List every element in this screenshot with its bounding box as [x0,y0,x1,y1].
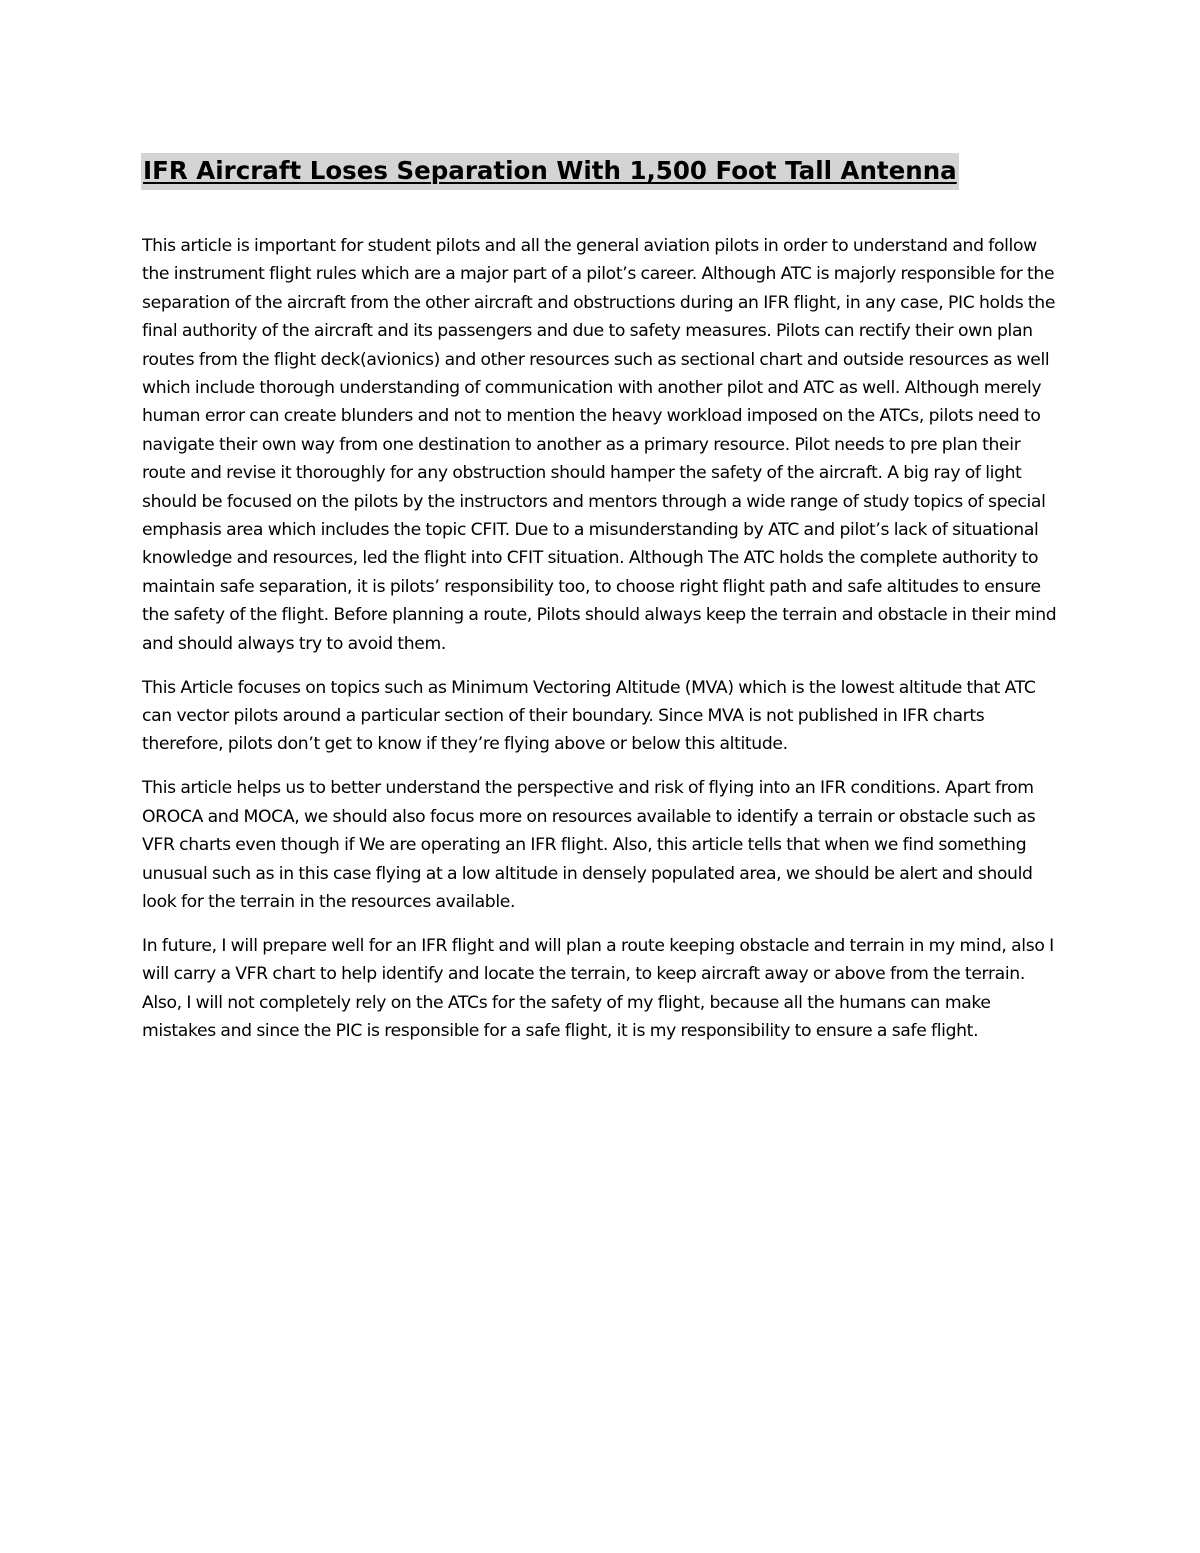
document-body [142,232,1060,1061]
paragraph-risk: This article helps us to better understand the perspective and risk of flying into an IFR conditions. Apart from OROCA and MOCA, we should also focus more on resources available to identify a terrain or obstacle such as VFR charts even though if We are operating an IFR flight. Also, this article tells that when we find something unusual such as in this case flying at a low altitude in densely populated area, we should be alert and should look for the terrain in the resources available. [142,778,1036,912]
paragraph-intro: This article is important for student pilots and all the general aviation pilots in order to understand and follow the instrument flight rules which are a major part of a pilot’s career. Although ATC is majorly responsible for the separation of the aircraft from the other aircraft and obstructions during an IFR flight, in any case, PIC holds the final authority of the aircraft and its passengers and due to safety measures. Pilots can rectify their own plan routes from the flight deck(avionics) and other resources such as sectional chart and outside resources as well which include thorough understanding of communication with another pilot and ATC as well. Although merely human error can create blunders and not to mention the heavy workload imposed on the ATCs, pilots need to navigate their own way from one destination to another as a primary resource. Pilot needs to pre plan their route and revise it thoroughly for any obstruction should hamper the safety of the aircraft. A big ray of light should be focused on the pilots by the instructors and mentors through a wide range of study topics of special emphasis area which includes the topic CFIT. Due to a misunderstanding by ATC and pilot’s lack of situational knowledge and resources, led the flight into CFIT situation. Although The ATC holds the complete authority to maintain safe separation, it is pilots’ responsibility too, to choose right flight path and safe altitudes to ensure the safety of the flight. Before planning a route, Pilots should always keep the terrain and obstacle in their mind and should always try to avoid them. [142,236,1057,654]
paragraph-future: In future, I will prepare well for an IFR flight and will plan a route keeping obstacle and terrain in my mind, also I will carry a VFR chart to help identify and locate the terrain, to keep aircraft away or above from the terrain. Also, I will not completely rely on the ATCs for the safety of my flight, because all the humans can make mistakes and since the PIC is responsible for a safe flight, it is my responsibility to ensure a safe flight. [142,935,1054,1042]
paragraph-mva: This Article focuses on topics such as Minimum Vectoring Altitude (MVA) which is the lowest altitude that ATC can vector pilots around a particular section of their boundary. Since MVA is not published in IFR charts therefore, pilots don’t get to know if they’re flying above or below this altitude. [142,677,1036,755]
document-title: IFR Aircraft Loses Separation With 1,500 Foot Tall Antenna [141,153,959,190]
